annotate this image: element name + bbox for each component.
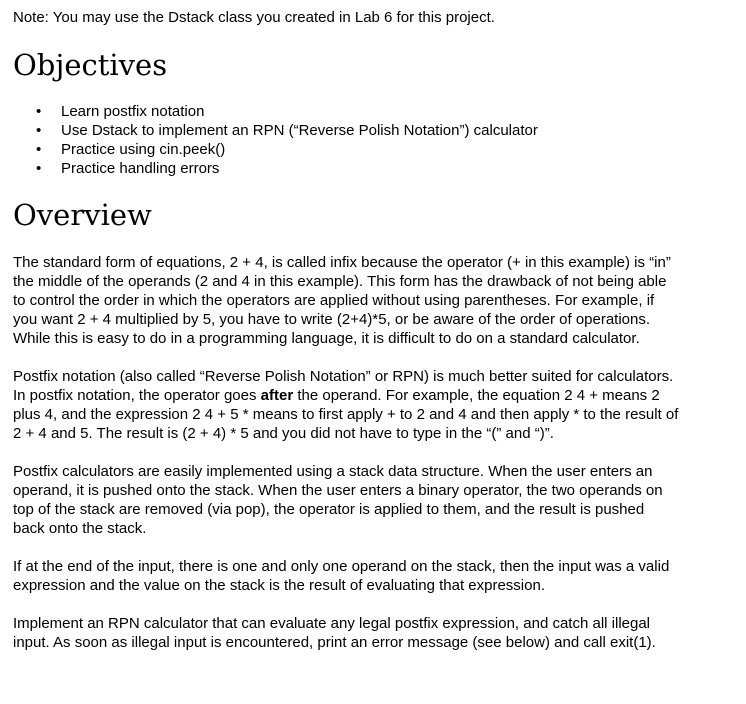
bullet-icon: • (36, 103, 42, 120)
emphasis-text: after (260, 387, 294, 404)
valid-expression-paragraph (13, 557, 738, 595)
paragraph-line: If at the end of the input, there is one and only one operand on the stack, then the input was a valid (13, 558, 670, 575)
postfix-paragraph (13, 367, 738, 443)
bullet-icon: • (36, 141, 42, 158)
objective-item-text: Use Dstack to implement an RPN (“Reverse Polish Notation”) calculator (61, 122, 538, 139)
bullet-icon: • (36, 122, 42, 139)
note-text: Note: You may use the Dstack class you created in Lab 6 for this project. (13, 9, 495, 26)
paragraph-line: While this is easy to do in a programming language, it is difficult to do on a standard calculator. (13, 330, 640, 347)
objective-item (13, 140, 538, 159)
bullet-icon: • (36, 160, 42, 177)
objective-item-text: Learn postfix notation (61, 103, 205, 120)
implement-paragraph (13, 614, 738, 652)
objectives-list (13, 102, 538, 178)
paragraph-line: Postfix notation (also called “Reverse Polish Notation” or RPN) is much better suited for calculators. (13, 368, 674, 385)
objective-item (13, 121, 538, 140)
paragraph-line: operand, it is pushed onto the stack. When the user enters a binary operator, the two operands on (13, 482, 663, 499)
paragraph-line: input. As soon as illegal input is encountered, print an error message (see below) and call exit(1). (13, 634, 656, 651)
paragraph-line: back onto the stack. (13, 520, 147, 537)
paragraph-text: the operand. For example, the equation 2 4 + means 2 (293, 387, 660, 404)
paragraph-line: The standard form of equations, 2 + 4, is called infix because the operator (+ in this example) is “in” (13, 254, 671, 271)
paragraph-line: top of the stack are removed (via pop), the operator is applied to them, and the result is pushed (13, 501, 645, 518)
infix-paragraph (13, 253, 738, 348)
paragraph-line: 2 + 4 and 5. The result is (2 + 4) * 5 and you did not have to type in the “(” and “)”. (13, 425, 554, 442)
paragraph-line: expression and the value on the stack is the result of evaluating that expression. (13, 577, 545, 594)
paragraph-line: Implement an RPN calculator that can evaluate any legal postfix expression, and catch all illegal (13, 615, 651, 632)
objectives-heading: Objectives (13, 48, 168, 82)
objective-item-text: Practice handling errors (61, 160, 220, 177)
objective-item (13, 102, 538, 121)
paragraph-line: plus 4, and the expression 2 4 + 5 * means to first apply + to 2 and 4 and then apply * to the result of (13, 406, 679, 423)
objective-item-text: Practice using cin.peek() (61, 141, 226, 158)
paragraph-line: to control the order in which the operators are applied without using parentheses. For example, if (13, 292, 655, 309)
stack-paragraph (13, 462, 738, 538)
paragraph-line (13, 386, 738, 405)
paragraph-line: Postfix calculators are easily implemented using a stack data structure. When the user enters an (13, 463, 653, 480)
paragraph-line: you want 2 + 4 multiplied by 5, you have to write (2+4)*5, or be aware of the order of operations. (13, 311, 651, 328)
paragraph-line: the middle of the operands (2 and 4 in this example). This form has the drawback of not being able (13, 273, 667, 290)
paragraph-text: In postfix notation, the operator goes (13, 387, 261, 404)
overview-heading: Overview (13, 198, 152, 232)
objective-item (13, 159, 538, 178)
